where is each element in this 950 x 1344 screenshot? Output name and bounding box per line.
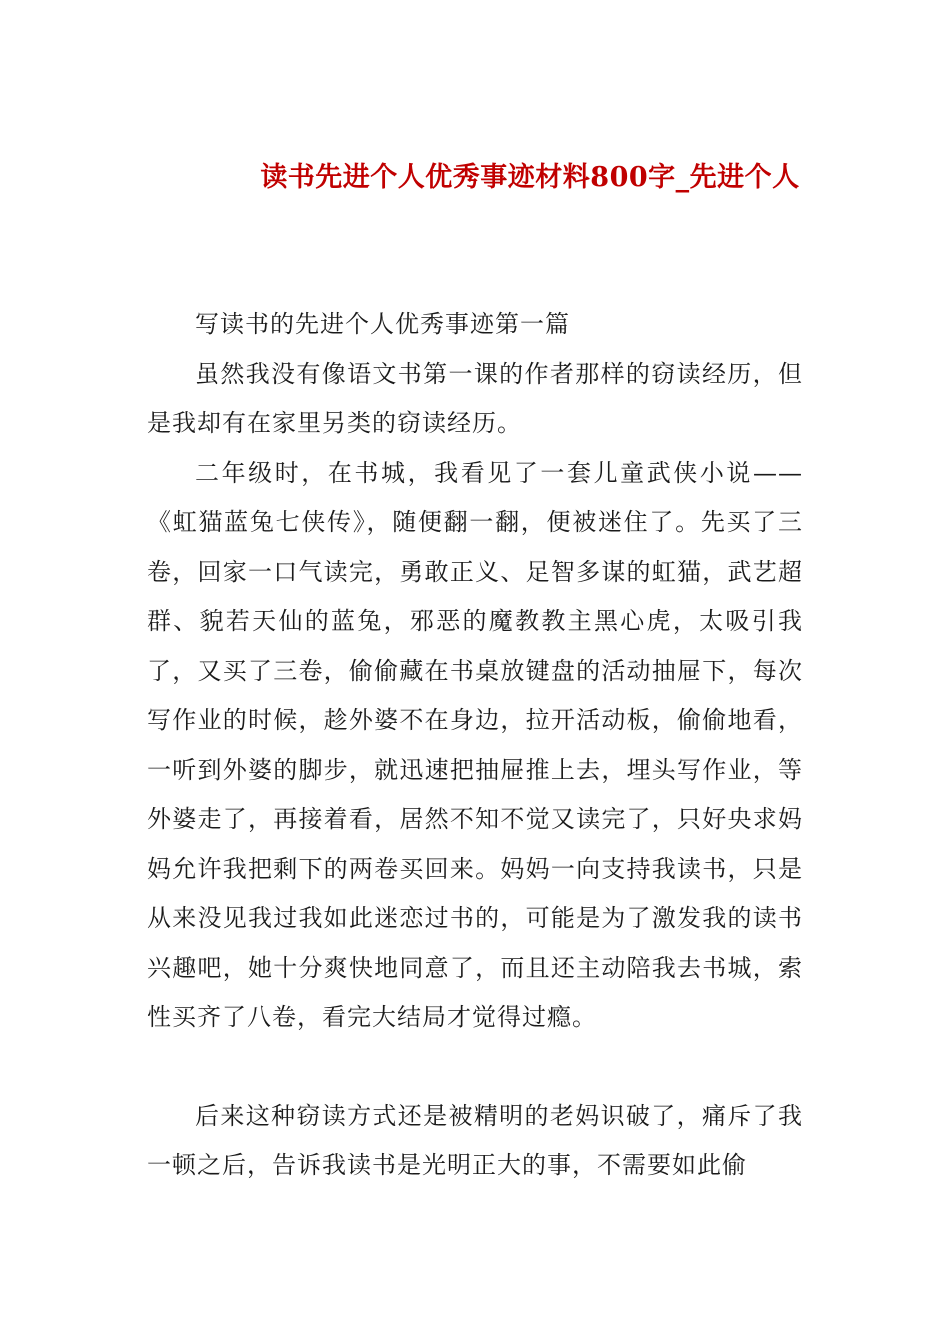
document-body	[147, 300, 803, 1191]
section-heading-paragraph: 写读书的先进个人优秀事迹第一篇	[195, 310, 570, 338]
body-paragraph-3: 后来这种窃读方式还是被精明的老妈识破了，痛斥了我一顿之后，告诉我读书是光明正大的事，不需要如此偷	[147, 1101, 803, 1179]
document-title: 读书先进个人优秀事迹材料800字_先进个人	[260, 162, 800, 193]
body-paragraph-1: 虽然我没有像语文书第一课的作者那样的窃读经历，但是我却有在家里另类的窃读经历。	[147, 359, 803, 437]
body-paragraph-2: 二年级时，在书城，我看见了一套儿童武侠小说——《虹猫蓝兔七侠传》，随便翻一翻，便被迷住了。先买了三卷，回家一口气读完，勇敢正义、足智多谋的虹猫，武艺超群、貌若天仙的蓝兔，邪恶的魔教教主黑心虎，太吸引我了，又买了三卷，偷偷藏在书桌放键盘的活动抽屉下，每次写作业的时候，趁外婆不在身边，拉开活动板，偷偷地看，一听到外婆的脚步，就迅速把抽屉推上去，埋头写作业，等外婆走了，再接着看，居然不知不觉又读完了，只好央求妈妈允许我把剩下的两卷买回来。妈妈一向支持我读书，只是从来没见我过我如此迷恋过书的，可能是为了激发我的读书兴趣吧，她十分爽快地同意了，而且还主动陪我去书城，索性买齐了八卷，看完大结局才觉得过瘾。	[147, 458, 803, 1031]
